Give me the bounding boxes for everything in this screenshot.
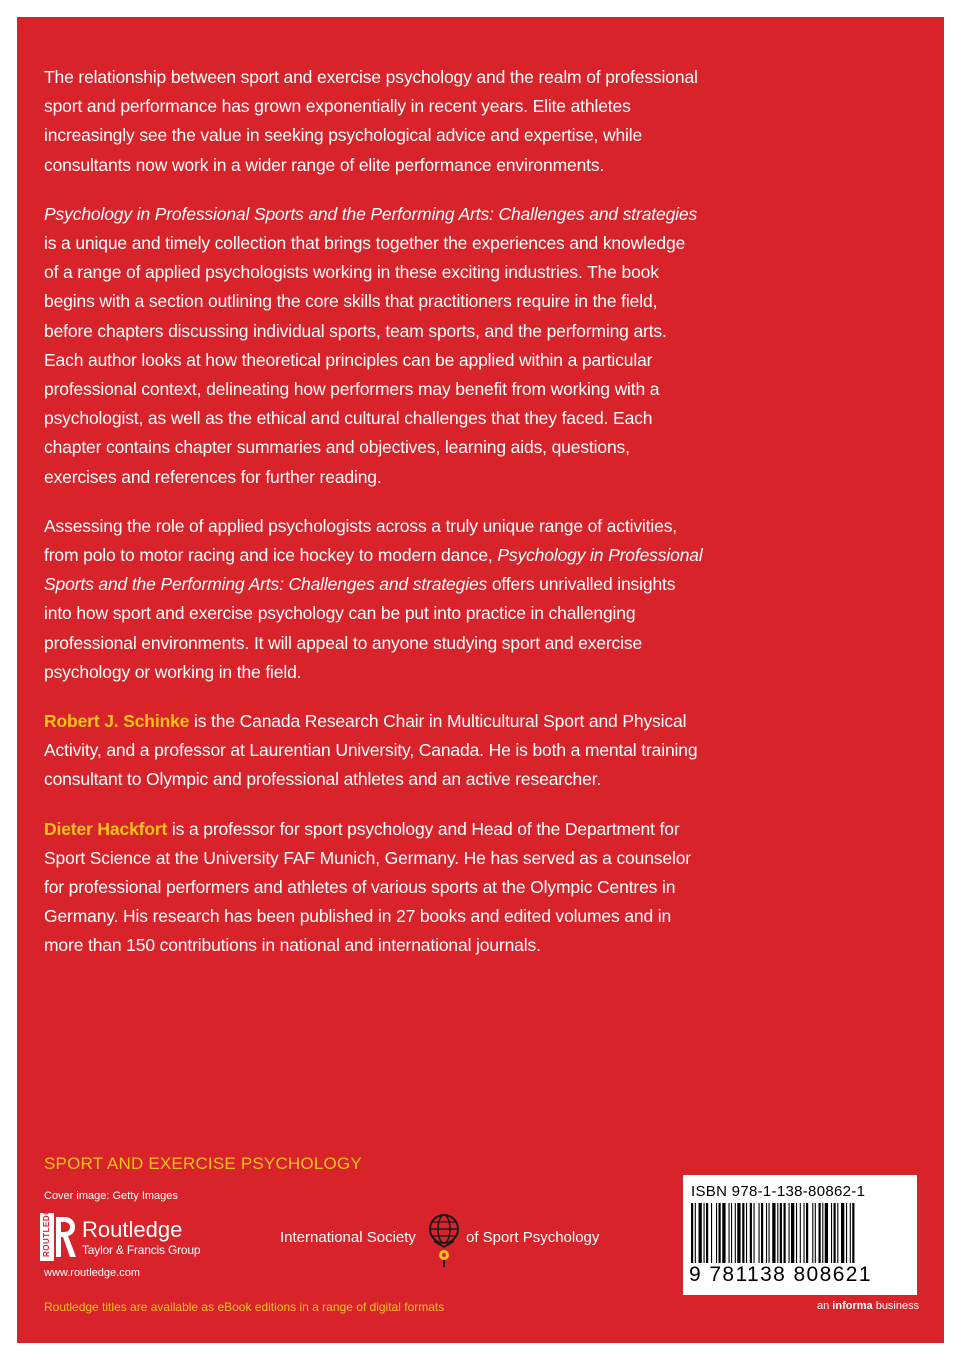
barcode-bar: [806, 1203, 808, 1263]
blurb: [44, 63, 704, 981]
society-name-left: International Society: [280, 1229, 416, 1246]
barcode-bar: [735, 1203, 736, 1263]
blurb-text: is a unique and timely collection that brings together the experiences and knowledge of a range of applied psychologists working in these exciting industries. The book begins with a section outlining the core skills that practitioners require in the field, before chapters discussing individual sports, team sports, and the performing arts. Each author looks at how theoretical principles can be applied within a particular professional context, delineating how performers may benefit from working with a psychologist, as well as the ethical and cultural challenges that they faced. Each chapter contains chapter summaries and objectives, learning aids, questions, exercises and references for further reading.: [44, 233, 686, 487]
barcode-bar: [772, 1203, 775, 1263]
barcode-bar: [819, 1203, 821, 1263]
barcode-bar: [750, 1203, 752, 1263]
barcode-bar: [777, 1203, 778, 1263]
barcode-bar: [766, 1203, 767, 1263]
barcode-bar: [831, 1203, 832, 1263]
barcode-bar: [754, 1203, 755, 1263]
barcode-bar: [716, 1203, 717, 1263]
informa-brand: informa: [832, 1300, 873, 1312]
barcode-bars: [691, 1203, 909, 1263]
book-title: Psychology in Professional Sports and the Performing Arts: Challenges and strategies: [44, 545, 703, 595]
informa-prefix: an: [817, 1300, 833, 1312]
author-name: Dieter Hackfort: [44, 818, 168, 839]
barcode-bar: [742, 1203, 744, 1263]
barcode-bar: [850, 1203, 851, 1263]
informa-tagline: [817, 1300, 919, 1312]
barcode-bar: [706, 1203, 708, 1263]
publisher-name: Routledge: [82, 1217, 183, 1242]
barcode-bar: [704, 1203, 705, 1263]
cover-credit: Cover image: Getty Images: [44, 1190, 178, 1202]
back-cover: [17, 17, 944, 1343]
author-name: Robert J. Schinke: [44, 711, 190, 732]
blurb-paragraph-3: [44, 512, 704, 687]
blurb-paragraph-2: [44, 200, 704, 492]
barcode-bar: [837, 1203, 838, 1263]
barcode: [683, 1175, 917, 1295]
barcode-digits: 9 781138 808621: [689, 1263, 872, 1286]
barcode-bar: [769, 1203, 770, 1263]
routledge-logo: [40, 1202, 240, 1261]
author-bio-hackfort: [44, 815, 704, 961]
society-name-right: of Sport Psychology: [466, 1229, 600, 1246]
barcode-bar: [719, 1203, 721, 1263]
book-title: Psychology in Professional Sports and the Performing Arts: Challenges and strategies: [44, 203, 698, 224]
routledge-vertical-label: ROUTLEDGE: [42, 1202, 51, 1257]
barcode-bar: [699, 1203, 702, 1263]
barcode-bar: [780, 1203, 782, 1263]
publisher-website[interactable]: www.routledge.com: [44, 1267, 140, 1279]
author-bio: is the Canada Research Chair in Multicultural Sport and Physical Activity, and a professor at Laurentian University, Canada. He is both a mental training consultant to Olympic and professional athletes and an active researcher.: [44, 711, 698, 790]
barcode-bar: [761, 1203, 763, 1263]
blurb-text: The relationship between sport and exercise psychology and the realm of professional sport and performance has grown exponentially in recent years. Elite athletes increasingly see the value in seeking psychological advice and expertise, while consultants now work in a wider range of elite performance environments.: [44, 67, 698, 175]
barcode-bar: [834, 1203, 836, 1263]
author-bio: is a professor for sport psychology and Head of the Department for Sport Science at the University FAF Munich, Germany. He has served as a counselor for professional performers and athletes of various sports at the Olympic Centres in Germany. His research has been published in 27 books and edited volumes and in more than 150 contributions in national and international journals.: [44, 818, 691, 956]
isbn-label: ISBN 978-1-138-80862-1: [691, 1183, 866, 1200]
blurb-paragraph-1: [44, 63, 704, 180]
barcode-bar: [800, 1203, 801, 1263]
barcode-bar: [784, 1203, 786, 1263]
author-bio-schinke: [44, 707, 704, 795]
barcode-bar: [789, 1203, 790, 1263]
barcode-bar: [722, 1203, 725, 1263]
series-name: SPORT AND EXERCISE PSYCHOLOGY: [44, 1154, 362, 1173]
barcode-bar: [852, 1203, 854, 1263]
ebook-note: Routledge titles are available as eBook editions in a range of digital formats: [44, 1300, 445, 1314]
barcode-bar: [731, 1203, 732, 1263]
barcode-bar: [737, 1203, 740, 1263]
publisher-group: Taylor & Francis Group: [82, 1243, 201, 1257]
barcode-bar: [841, 1203, 844, 1263]
barcode-bar: [729, 1203, 730, 1263]
barcode-bar: [746, 1203, 747, 1263]
barcode-bar: [791, 1203, 794, 1263]
barcode-bar: [812, 1203, 813, 1263]
barcode-bar: [822, 1203, 823, 1263]
barcode-bar: [759, 1203, 760, 1263]
barcode-bar: [711, 1203, 712, 1263]
barcode-bar: [804, 1203, 805, 1263]
issp-logo: [280, 1213, 620, 1269]
informa-suffix: business: [872, 1300, 920, 1312]
barcode-bar: [691, 1203, 693, 1263]
barcode-bar: [695, 1203, 696, 1263]
barcode-bar: [846, 1203, 847, 1263]
barcode-bar: [796, 1203, 797, 1263]
barcode-bar: [815, 1203, 816, 1263]
barcode-bar: [825, 1203, 828, 1263]
blurb-text: offers unrivalled insights into how sport and exercise psychology can be put into practice in challenging professional environments. It will appeal to anyone studying sport and exercise psychology or working in the field.: [44, 574, 676, 682]
blurb-text: Assessing the role of applied psychologists across a truly unique range of activities, from polo to motor racing and ice hockey to modern dance,: [44, 515, 678, 566]
globe-figure-icon: [426, 1213, 462, 1267]
